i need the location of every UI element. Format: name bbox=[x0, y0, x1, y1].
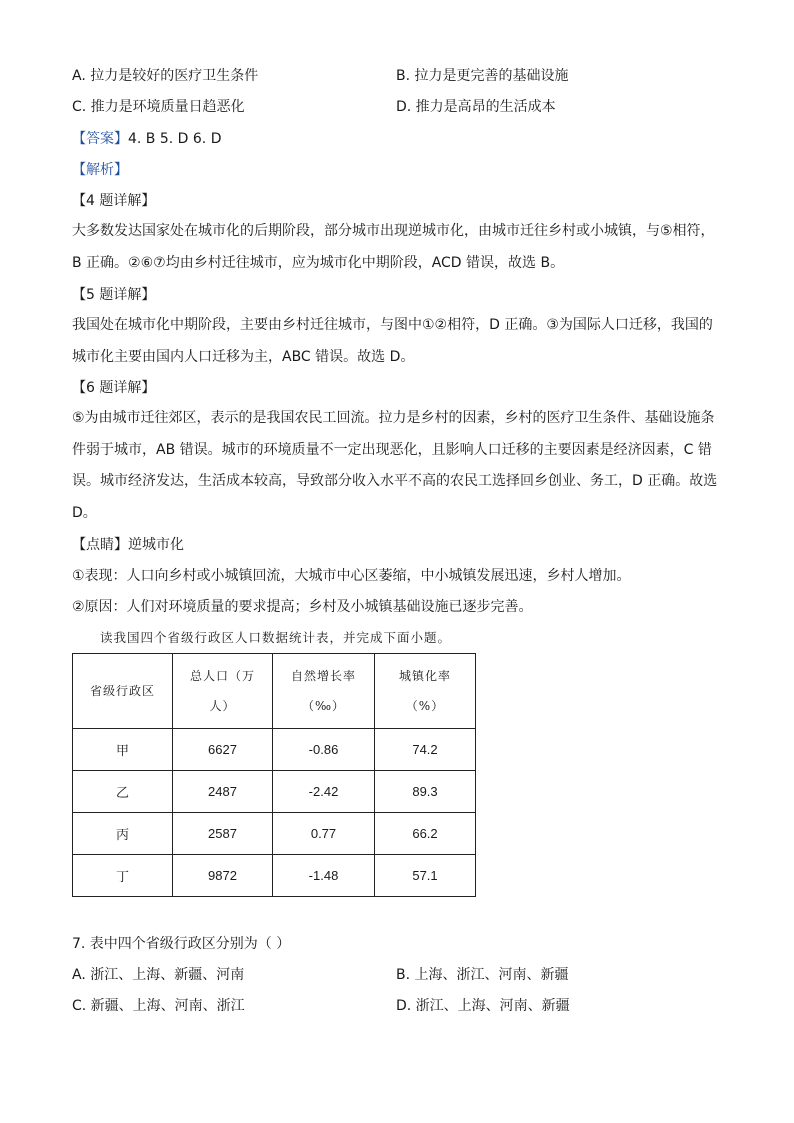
header-population-line2: 人） bbox=[209, 699, 236, 713]
q7-option-b: B. 上海、浙江、河南、新疆 bbox=[396, 967, 569, 983]
header-region bbox=[73, 654, 173, 729]
header-growth-line1: 自然增长率 bbox=[290, 669, 356, 683]
header-growth-line2: （‰） bbox=[301, 699, 346, 713]
answer-label: 【答案】 bbox=[72, 131, 128, 147]
cell-growth: 0.77 bbox=[273, 813, 375, 855]
table-header-row bbox=[73, 654, 476, 729]
header-urbanization-line2: （%） bbox=[405, 699, 445, 713]
answer-line bbox=[72, 129, 222, 149]
population-table bbox=[72, 653, 476, 897]
cell-population: 9872 bbox=[173, 855, 273, 897]
cell-growth: -0.86 bbox=[273, 729, 375, 771]
cell-urbanization: 74.2 bbox=[375, 729, 476, 771]
header-urbanization bbox=[375, 654, 476, 729]
cell-urbanization: 89.3 bbox=[375, 771, 476, 813]
q7-stem: 7. 表中四个省级行政区分别为（ ） bbox=[72, 936, 291, 952]
header-growth bbox=[273, 654, 375, 729]
q7-option-a: A. 浙江、上海、新疆、河南 bbox=[72, 967, 245, 983]
q5-heading: 【5 题详解】 bbox=[72, 287, 156, 303]
q5-explanation: 我国处在城市化中期阶段，主要由乡村迁往城市，与图中①②相符，D 正确。③为国际人口迁移，我国的城市化主要由国内人口迁移为主，ABC 错误。故选 D。 bbox=[72, 317, 713, 365]
option-c: C. 推力是环境质量日趋恶化 bbox=[72, 99, 245, 115]
cell-population: 6627 bbox=[173, 729, 273, 771]
header-urbanization-line1: 城镇化率 bbox=[398, 669, 451, 683]
option-b: B. 拉力是更完善的基础设施 bbox=[396, 68, 569, 84]
cell-urbanization: 66.2 bbox=[375, 813, 476, 855]
q6-explanation: ⑤为由城市迁往郊区，表示的是我国农民工回流。拉力是乡村的因素，乡村的医疗卫生条件、基础设施条件弱于城市，AB 错误。城市的环境质量不一定出现恶化，且影响人口迁移的主要因素是经济因素，C 错误。城市经济发达，生活成本较高，导致部分收入水平不高的农民工选择回乡创业、务工，D 正确。故选 D。 bbox=[72, 410, 718, 521]
q4-heading: 【4 题详解】 bbox=[72, 193, 156, 209]
cell-region: 甲 bbox=[73, 729, 173, 771]
cell-population: 2487 bbox=[173, 771, 273, 813]
header-population bbox=[173, 654, 273, 729]
q6-heading: 【6 题详解】 bbox=[72, 380, 156, 396]
cell-region: 丙 bbox=[73, 813, 173, 855]
table-row bbox=[73, 729, 476, 771]
tip-point-2: ②原因：人们对环境质量的要求提高；乡村及小城镇基础设施已逐步完善。 bbox=[72, 599, 533, 615]
table-row bbox=[73, 813, 476, 855]
cell-growth: -1.48 bbox=[273, 855, 375, 897]
q7-option-d: D. 浙江、上海、河南、新疆 bbox=[396, 998, 570, 1014]
header-population-line1: 总人口（万 bbox=[189, 669, 255, 683]
analysis-label: 【解析】 bbox=[72, 162, 128, 178]
table-caption: 读我国四个省级行政区人口数据统计表，并完成下面小题。 bbox=[100, 630, 452, 645]
option-d: D. 推力是高昂的生活成本 bbox=[396, 99, 556, 115]
q4-explanation: 大多数发达国家处在城市化的后期阶段，部分城市出现逆城市化，由城市迁往乡村或小城镇，与⑤相符，B 正确。②⑥⑦均由乡村迁往城市，应为城市化中期阶段，ACD 错误，故选 B。 bbox=[72, 223, 715, 271]
answer-value: 4. B 5. D 6. D bbox=[128, 131, 222, 147]
table-row bbox=[73, 855, 476, 897]
cell-region: 丁 bbox=[73, 855, 173, 897]
cell-urbanization: 57.1 bbox=[375, 855, 476, 897]
option-a: A. 拉力是较好的医疗卫生条件 bbox=[72, 68, 259, 84]
table-row bbox=[73, 771, 476, 813]
cell-region: 乙 bbox=[73, 771, 173, 813]
tip-point-1: ①表现：人口向乡村或小城镇回流，大城市中心区萎缩，中小城镇发展迅速，乡村人增加。 bbox=[72, 568, 631, 584]
cell-growth: -2.42 bbox=[273, 771, 375, 813]
tip-heading: 【点睛】逆城市化 bbox=[72, 537, 184, 553]
q7-option-c: C. 新疆、上海、河南、浙江 bbox=[72, 998, 245, 1014]
cell-population: 2587 bbox=[173, 813, 273, 855]
header-region-label: 省级行政区 bbox=[89, 684, 155, 698]
